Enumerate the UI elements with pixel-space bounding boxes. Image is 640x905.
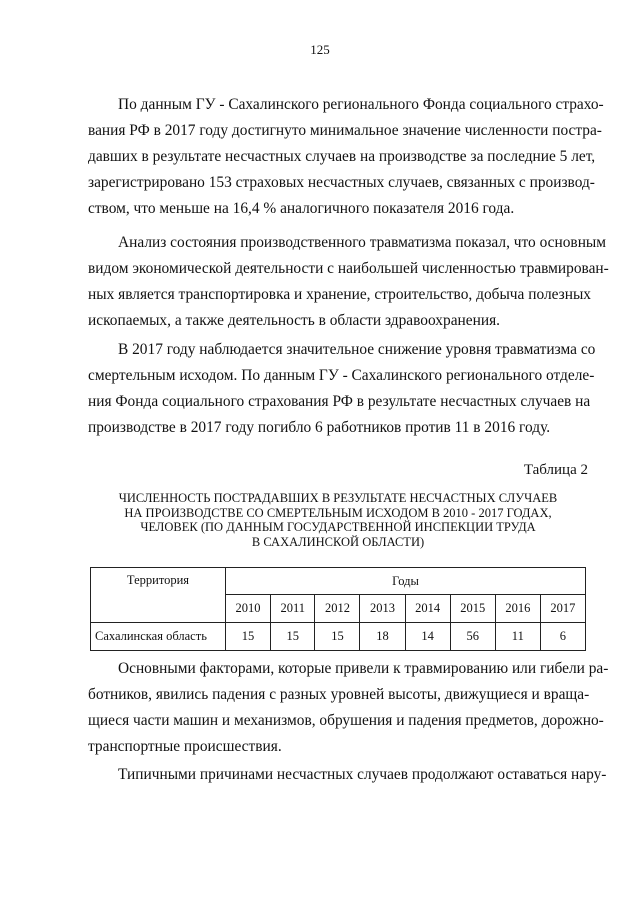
value-cell: 15 <box>315 623 360 651</box>
text-line: зарегистрировано 153 страховых несчастных случаев, связанных с производ- <box>88 174 595 191</box>
table-row <box>91 623 586 651</box>
year-cell: 2016 <box>495 595 540 623</box>
paragraph-5 <box>88 762 607 788</box>
table-title-line: В САХАЛИНСКОЙ ОБЛАСТИ) <box>251 534 425 549</box>
value-cell: 14 <box>405 623 450 651</box>
year-cell: 2010 <box>226 595 271 623</box>
table-label: Таблица 2 <box>523 462 588 478</box>
year-cell: 2012 <box>315 595 360 623</box>
text-line: ния Фонда социального страхования РФ в результате несчастных случаев на <box>88 393 591 410</box>
text-line: вания РФ в 2017 году достигнуто минимальное значение численности постра- <box>88 122 602 139</box>
territory-header: Территория <box>91 568 226 623</box>
table-header-row <box>91 568 586 595</box>
table-title-line: ЧИСЛЕННОСТЬ ПОСТРАДАВШИХ В РЕЗУЛЬТАТЕ НЕСЧАСТНЫХ СЛУЧАЕВ <box>118 491 558 505</box>
text-line: По данным ГУ - Сахалинского регионального Фонда социального страхо- <box>118 96 604 113</box>
text-line: В 2017 году наблюдается значительное снижение уровня травматизма со <box>118 341 596 358</box>
text-line: ством, что меньше на 16,4 % аналогичного показателя 2016 года. <box>88 200 515 217</box>
table-title <box>88 491 588 549</box>
paragraph-1 <box>88 92 604 222</box>
year-cell: 2011 <box>271 595 315 623</box>
year-cell: 2013 <box>360 595 405 623</box>
value-cell: 15 <box>226 623 271 651</box>
paragraph-2 <box>88 230 609 334</box>
text-line: ных является транспортировка и хранение, строительство, добыча полезных <box>88 286 592 303</box>
year-cell: 2015 <box>450 595 495 623</box>
table-title-line: НА ПРОИЗВОДСТВЕ СО СМЕРТЕЛЬНЫМ ИСХОДОМ В 2010 - 2017 ГОДАХ, <box>124 505 552 520</box>
value-cell: 11 <box>495 623 540 651</box>
text-line: ископаемых, а также деятельность в области здравоохранения. <box>88 312 500 329</box>
value-cell: 56 <box>450 623 495 651</box>
text-line: транспортные происшествия. <box>88 738 282 755</box>
paragraph-4 <box>88 656 609 760</box>
text-line: видом экономической деятельности с наибольшей численностью травмирован- <box>88 260 609 277</box>
text-line: производстве в 2017 году погибло 6 работников против 11 в 2016 году. <box>88 419 551 436</box>
paragraph-3 <box>88 337 596 441</box>
text-line: смертельным исходом. По данным ГУ - Сахалинского регионального отделе- <box>88 367 595 384</box>
text-line: давших в результате несчастных случаев на производстве за последние 5 лет, <box>88 148 596 165</box>
page-number: 125 <box>310 42 330 57</box>
value-cell: 18 <box>360 623 405 651</box>
value-cell: 6 <box>540 623 585 651</box>
value-cell: 15 <box>271 623 315 651</box>
text-line: щиеся части машин и механизмов, обрушения и падения предметов, дорожно- <box>88 712 604 729</box>
text-line: Типичными причинами несчастных случаев продолжают оставаться нару- <box>118 766 607 783</box>
year-cell: 2017 <box>540 595 585 623</box>
injury-table <box>90 567 586 651</box>
text-line: Анализ состояния производственного травматизма показал, что основным <box>118 234 607 251</box>
year-cell: 2014 <box>405 595 450 623</box>
table-title-line: ЧЕЛОВЕК (ПО ДАННЫМ ГОСУДАРСТВЕННОЙ ИНСПЕКЦИИ ТРУДА <box>140 520 536 534</box>
text-line: Основными факторами, которые привели к травмированию или гибели ра- <box>118 660 609 677</box>
row-label: Сахалинская область <box>91 623 226 651</box>
years-header: Годы <box>226 568 586 595</box>
text-line: ботников, явились падения с разных уровней высоты, движущиеся и враща- <box>88 686 590 703</box>
